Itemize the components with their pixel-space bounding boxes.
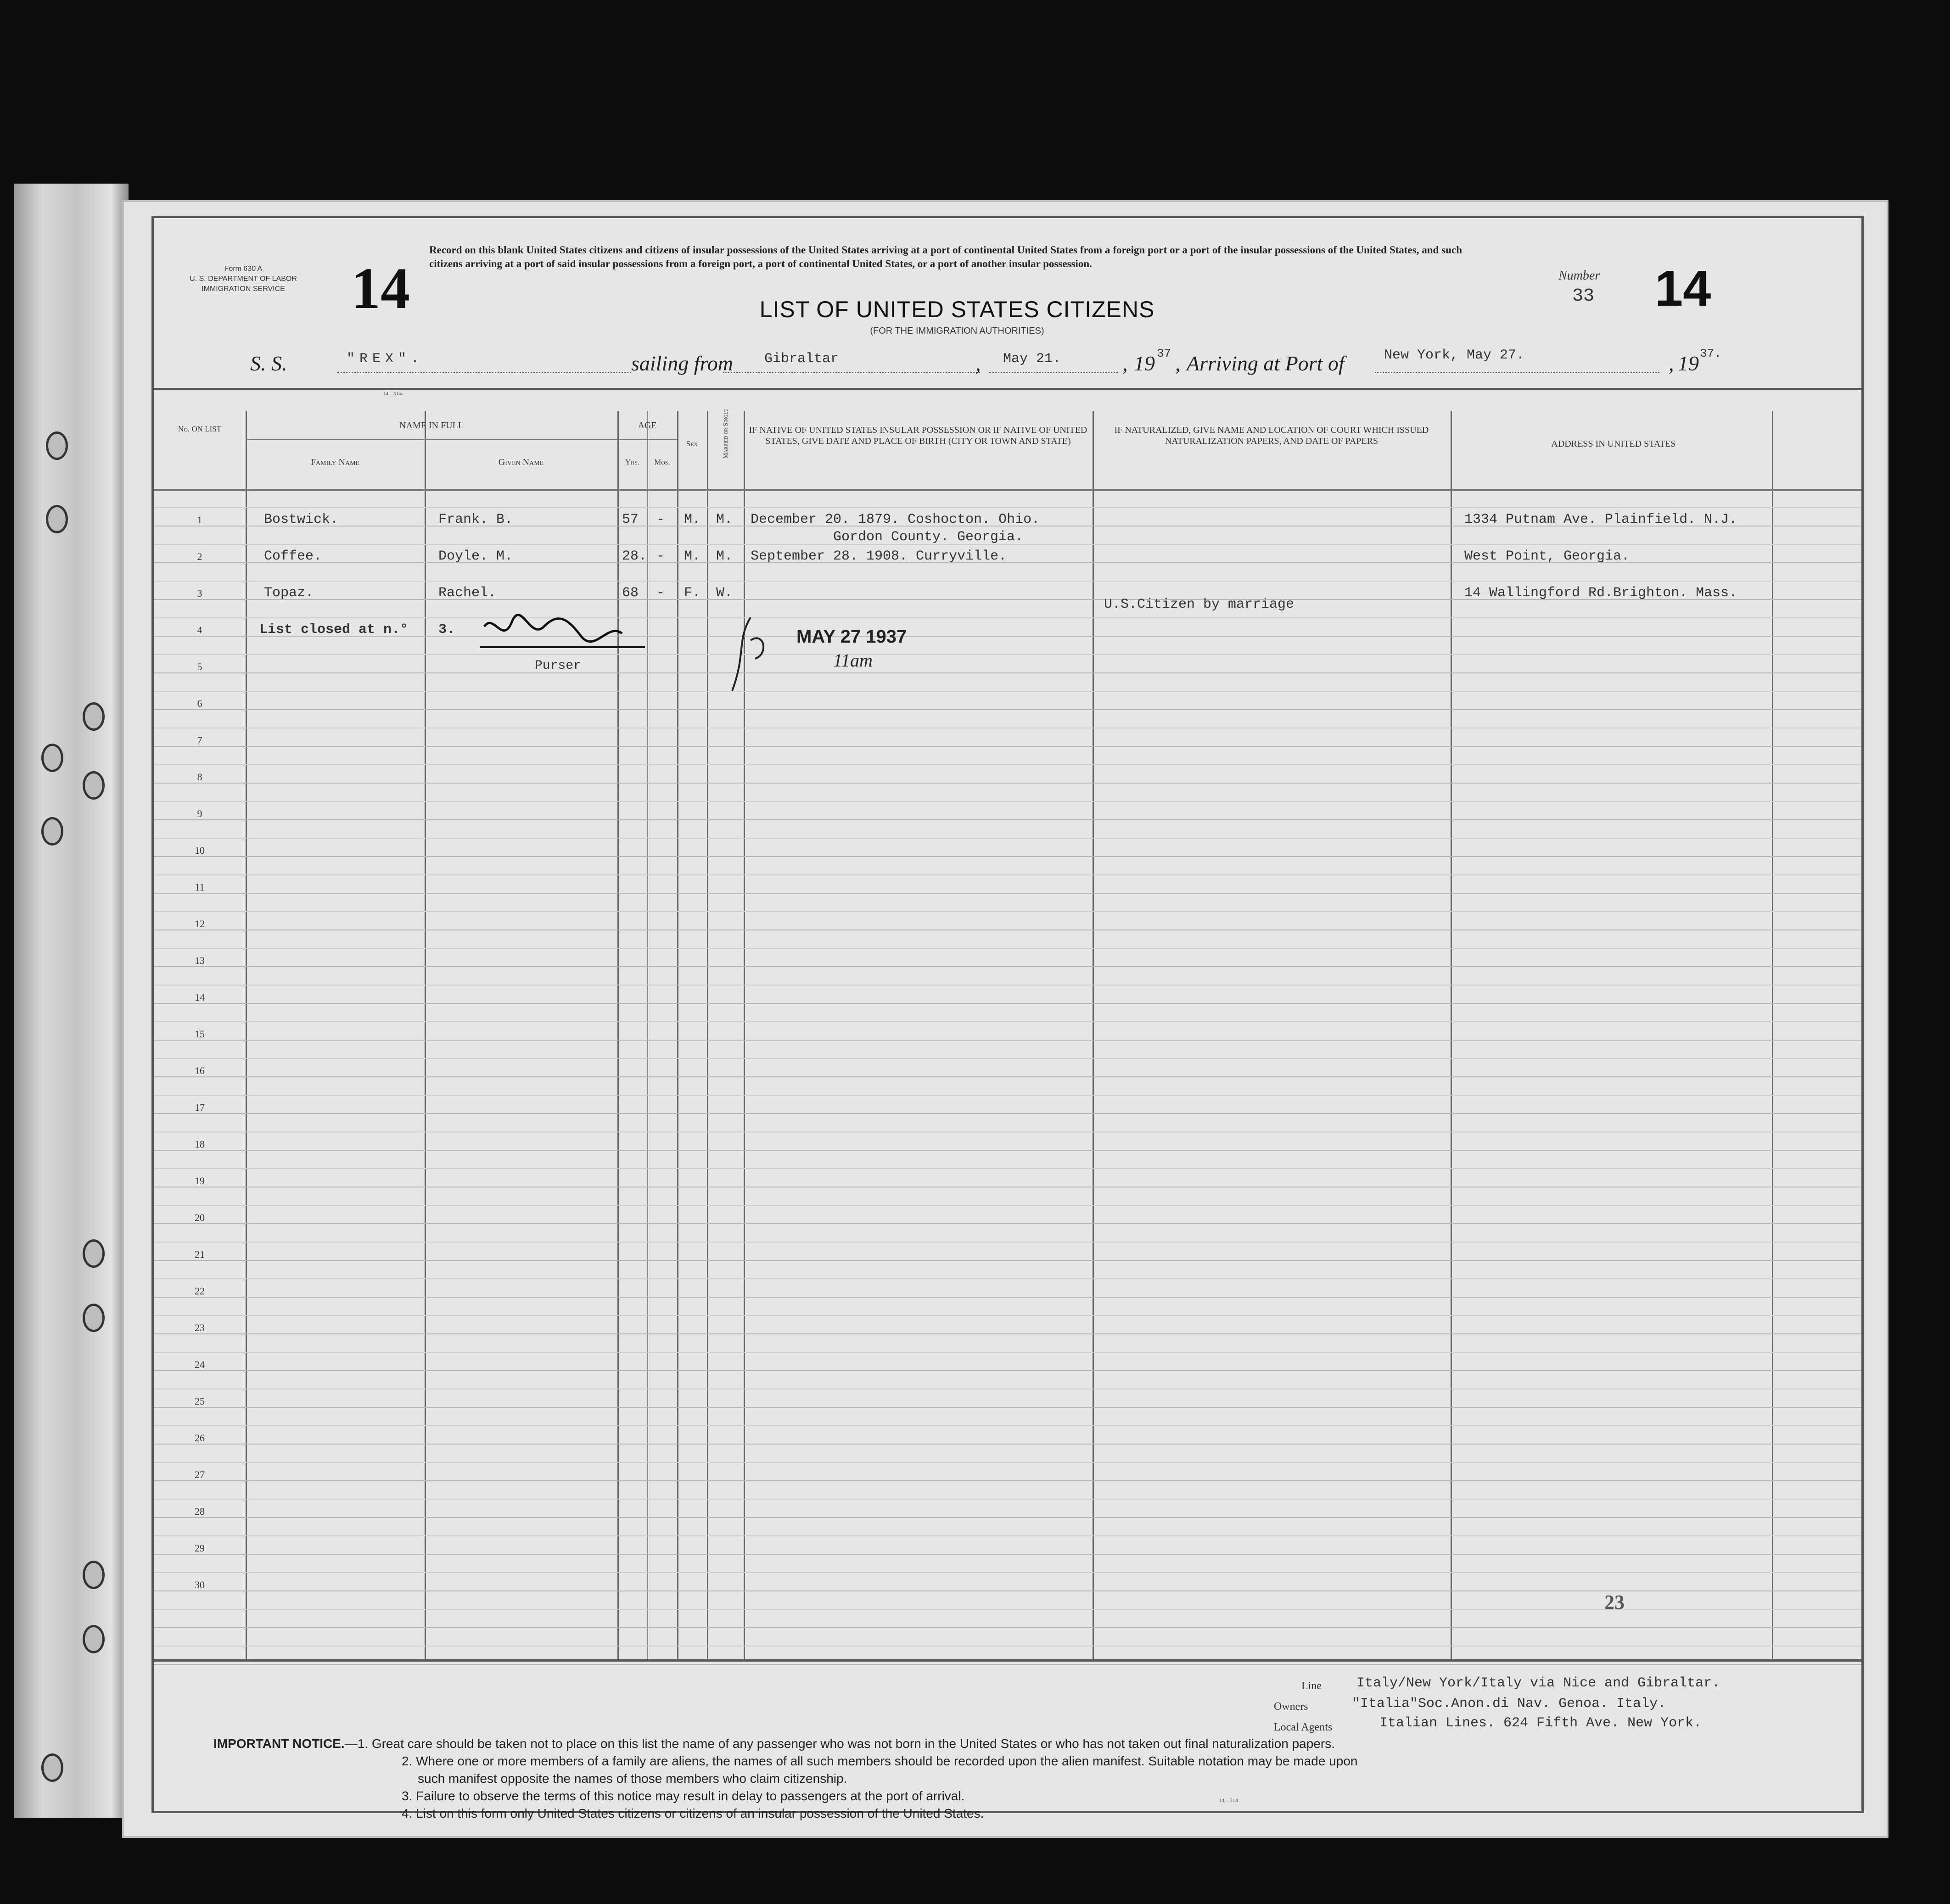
row-subrule: [154, 1352, 1861, 1353]
arrival-date-stamp: MAY 27 1937: [796, 627, 907, 647]
row-number: 27: [195, 1469, 205, 1480]
row-rule: [154, 1333, 1861, 1334]
sailing-year: 37: [1157, 347, 1171, 360]
row-number: 14: [195, 991, 205, 1003]
form-identifier: [186, 264, 301, 294]
col-header-sex: Sex: [686, 439, 698, 448]
passenger-2-given: Doyle. M.: [438, 549, 513, 564]
arrival-port: New York, May 27.: [1384, 347, 1525, 363]
row-rule: [154, 1260, 1861, 1261]
row-rule: [154, 1627, 1861, 1628]
passenger-3-mos: -: [656, 585, 665, 601]
page-number: 23: [1604, 1591, 1625, 1613]
service-name: IMMIGRATION SERVICE: [202, 285, 285, 293]
row-number: 13: [195, 955, 205, 966]
passenger-1-marital: M.: [716, 512, 733, 527]
row-rule: [154, 893, 1861, 894]
passenger-2-sex: M.: [684, 549, 701, 564]
passenger-1-family: Bostwick.: [264, 512, 339, 527]
punch-hole: [46, 431, 68, 460]
punch-hole: [83, 771, 105, 800]
col-header-age: AGE: [638, 420, 657, 431]
punch-hole: [41, 744, 63, 772]
row-subrule: [154, 1131, 1861, 1132]
row-subrule: [154, 985, 1861, 986]
row-rule: [154, 746, 1861, 747]
row-number: 29: [195, 1542, 205, 1554]
row-subrule: [154, 1242, 1861, 1243]
col-header-mos: Mos.: [654, 458, 670, 466]
row-subrule: [154, 617, 1861, 618]
year-prefix: 19: [1134, 352, 1155, 375]
agents-value: Italian Lines. 624 Fifth Ave. New York.: [1379, 1715, 1702, 1731]
row-subrule: [154, 1278, 1861, 1279]
punch-hole: [83, 702, 105, 731]
row-subrule: [154, 911, 1861, 912]
row-subrule: [154, 1205, 1861, 1206]
arrival-year-prefix: 19: [1678, 352, 1699, 375]
notice-item-1: —1. Great care should be taken not to place on this list the name of any passenger who was not born in the United States or who has not taken out final naturalization papers.: [344, 1736, 1335, 1751]
row-number: 26: [195, 1432, 205, 1444]
row-number: 24: [195, 1359, 205, 1370]
owners-value: "Italia"Soc.Anon.di Nav. Genoa. Italy.: [1352, 1696, 1666, 1712]
row-rule: [154, 1664, 1861, 1665]
agents-label: Local Agents: [1274, 1721, 1333, 1733]
row-number: 23: [195, 1322, 205, 1333]
row-subrule: [154, 1572, 1861, 1573]
row-number: 16: [195, 1065, 205, 1076]
col-header-yrs: Yrs.: [625, 458, 640, 466]
ss-label: S. S.: [250, 352, 287, 375]
row-number: 9: [197, 808, 202, 819]
notice-item-2a: 2. Where one or more members of a family are aliens, the names of all such members should be recorded upon the alien manifest. Suitable notation may be made upon: [402, 1754, 1358, 1768]
punch-hole: [41, 817, 63, 846]
row-number: 12: [195, 918, 205, 930]
list-number-left: 14: [351, 256, 410, 321]
row-rule: [154, 1150, 1861, 1151]
col-header-name: NAME IN FULL: [399, 420, 464, 431]
punch-hole: [41, 1753, 63, 1782]
sailing-date: May 21.: [1003, 351, 1061, 367]
bottom-code: 14—314: [1219, 1797, 1238, 1803]
passenger-2-birth: September 28. 1908. Curryville.: [751, 549, 1007, 564]
row-subrule: [154, 654, 1861, 655]
row-subrule: [154, 691, 1861, 692]
record-notice: Record on this blank United States citizens and citizens of insular possessions of the United States arriving at a port of continental United States from a foreign port or a port of the insular possessions of the United States, and such citizens arriving at a port of said insular possessions from a foreign port, a port of continental United States, or a port of another insular possession.: [429, 244, 1462, 269]
passenger-3-naturalized: U.S.Citizen by marriage: [1104, 597, 1294, 612]
row-rule: [154, 819, 1861, 820]
row-number: 17: [195, 1102, 205, 1113]
stamp-time-note: 11am: [833, 650, 873, 671]
arriving-label: Arriving at Port of: [1187, 352, 1345, 375]
row-number: 28: [195, 1506, 205, 1517]
row-rule: [154, 1370, 1861, 1371]
printer-code: 14—314a: [383, 391, 403, 397]
row-subrule: [154, 1425, 1861, 1426]
col-header-given-name: Given Name: [498, 457, 544, 467]
row-rule: [154, 1297, 1861, 1298]
row-number: 5: [197, 661, 202, 672]
row-rule: [154, 709, 1861, 710]
row-rule: [154, 1113, 1861, 1114]
row-number: 4: [197, 624, 202, 636]
col-header-birth: IF NATIVE OF UNITED STATES INSULAR POSSESSION OR IF NATIVE OF UNITED STATES, GIVE DATE AND PLACE OF BIRTH (CITY OR TOWN AND STATE): [749, 425, 1087, 446]
row-number: 21: [195, 1249, 205, 1260]
row-number: 30: [195, 1579, 205, 1590]
row-number: 3: [197, 588, 202, 599]
notice-item-4: 4. List on this form only United States citizens or citizens of an insular possession of the United States.: [402, 1806, 984, 1820]
citizens-list-form: Form 630 A U. S. DEPARTMENT OF LABOR IMMIGRATION SERVICE 14 Record on this blank United States citizens and citizens of insular possessions of the United States arriving at a port of continental United States from a foreign port or a port of the insular possessions of the United States, and such citizens arriving at a port of said insular possessions from a foreign port, a port of continental United States, or a port of another insular possession. LIST OF UNITED STATES CITIZENS (FOR THE IMMIGRATION AUTHORITIES) Number 33 14 S. S. "REX". sailing from Gibraltar , May 21. , 19 37 , Arriving at Port of New York, May 27. , 19 37. 14—314a No. ON LIST NAME IN FULL Family Name Given Name AGE Yrs. Mos. Sex Married or Single IF NATIVE OF UNITED STATES INSULAR POSSESSION OR IF NATIVE OF UNITED STATES, GIVE DATE AND PLACE OF BIRTH (CITY OR TOWN AND STATE) IF NATURALIZED, GIVE NAME AND LOCATION OF COURT WHICH ISSUED NATURALIZATION PAPERS, AND DATE OF PAPERS ADDRESS IN UNITED STATES 1 2 3 4 5 6 7 8 9 10 11 12 13 14 15 16 17 18 19 20 21 22 23 24 25 26 27 28 29 30 Bostwick. Frank. B. 57 - M. M. December 20. 1879. Coshocton. Ohio. 1334 Putnam Ave. Plainfield. N.J. Gordon County. Georgia. Coffee. Doyle. M. 28. - M. M. September 28. 1908. Curryville. West Point, Georgia. Topaz. Rachel. 68 - F. W. U.S.Citizen by marriage 14 Wallingford Rd.Brighton. Mass. List closed at n.° 3. Purser MAY 27 1937 11am 23 Line Italy/New York/Italy via Nice and Gibraltar. Owners "Italia"Soc.Anon.di Nav. Genoa. Italy. Local Agents Italian Lines. 624 Fifth Ave. New York. IMPORTANT NOTICE.—1. Great care should be taken not to place on this list the name of any passenger who was not born in the United States or who has not taken out final naturalization papers. 2. Where one or more members of a family are aliens, the names of all such members should be recorded upon the alien manifest. Suitable notation may be made upon such manifest opposite the names of those members who claim citizenship. 3. Failure to observe the terms of this notice may result in delay to passengers at the port of arrival. 4. List on this form only United States citizens or citizens of an insular possession of the United States. 14—314: [151, 216, 1864, 1813]
row-number: 20: [195, 1212, 205, 1223]
form-number: Form 630 A: [224, 265, 263, 273]
row-rule: [154, 856, 1861, 857]
row-subrule: [154, 838, 1861, 839]
passenger-1-mos: -: [656, 512, 665, 527]
important-notice: [213, 1735, 1820, 1822]
row-number: 25: [195, 1395, 205, 1407]
row-subrule: [154, 874, 1861, 875]
row-subrule: [154, 1095, 1861, 1096]
col-header-naturalized: IF NATURALIZED, GIVE NAME AND LOCATION OF COURT WHICH ISSUED NATURALIZATION PAPERS, AND DATE OF PAPERS: [1114, 425, 1429, 446]
punch-hole: [83, 1625, 105, 1653]
row-subrule: [154, 1021, 1861, 1022]
row-number: 19: [195, 1175, 205, 1187]
passenger-2-address: West Point, Georgia.: [1464, 549, 1630, 564]
row-rule: [154, 1517, 1861, 1518]
notice-item-3: 3. Failure to observe the terms of this notice may result in delay to passengers at the port of arrival.: [402, 1789, 965, 1803]
row-subrule: [154, 764, 1861, 765]
row-number: 22: [195, 1285, 205, 1297]
passenger-3-marital: W.: [716, 585, 733, 601]
sailing-port: Gibraltar: [764, 351, 839, 367]
row-subrule: [154, 1315, 1861, 1316]
col-header-married: Married or Single: [723, 409, 729, 459]
passenger-1-sex: M.: [684, 512, 701, 527]
col-header-no: No. ON LIST: [178, 425, 222, 433]
number-corrected: 14: [1655, 260, 1711, 317]
binder-strip: [14, 184, 129, 1818]
passenger-1-address: 1334 Putnam Ave. Plainfield. N.J.: [1464, 512, 1737, 527]
row-subrule: [154, 581, 1861, 582]
inspector-initial: [718, 613, 783, 695]
row-rule: [154, 966, 1861, 967]
passenger-3-sex: F.: [684, 585, 701, 601]
row-rule: [154, 1040, 1861, 1041]
row-subrule: [154, 507, 1861, 508]
passenger-3-yrs: 68: [622, 585, 639, 601]
passenger-table: [154, 411, 1861, 1659]
row-number: 6: [197, 698, 202, 709]
list-closed-count: 3.: [438, 622, 455, 638]
row-subrule: [154, 1462, 1861, 1463]
row-rule: [154, 1480, 1861, 1481]
row-number: 10: [195, 845, 205, 856]
owners-label: Owners: [1274, 1701, 1308, 1713]
row-number: 8: [197, 771, 202, 783]
row-subrule: [154, 801, 1861, 802]
row-number: 1: [197, 514, 202, 526]
col-header-address: ADDRESS IN UNITED STATES: [1551, 439, 1676, 449]
row-rule: [154, 636, 1861, 637]
col-header-family-name: Family Name: [310, 457, 360, 467]
notice-item-2b: such manifest opposite the names of those members who claim citizenship.: [418, 1771, 847, 1786]
passenger-3-given: Rachel.: [438, 585, 497, 601]
passenger-2-yrs: 28.: [622, 549, 647, 564]
row-rule: [154, 1554, 1861, 1555]
row-rule: [154, 1076, 1861, 1077]
list-closed-text: List closed at n.°: [259, 622, 409, 638]
punch-hole: [83, 1304, 105, 1332]
row-rule: [154, 1003, 1861, 1004]
form-subtitle: (FOR THE IMMIGRATION AUTHORITIES): [870, 326, 1044, 336]
sailing-from-label: sailing from: [631, 352, 733, 375]
passenger-3-address: 14 Wallingford Rd.Brighton. Mass.: [1464, 585, 1737, 601]
passenger-1-birth: December 20. 1879. Coshocton. Ohio.: [751, 512, 1040, 527]
row-rule: [154, 672, 1861, 673]
punch-hole: [83, 1561, 105, 1589]
row-number: 11: [195, 881, 205, 893]
punch-hole: [83, 1239, 105, 1268]
row-subrule: [154, 1058, 1861, 1059]
row-subrule: [154, 1168, 1861, 1169]
passenger-2-birth-extra: Gordon County. Georgia.: [833, 529, 1024, 545]
purser-label: Purser: [535, 659, 581, 673]
row-rule: [154, 783, 1861, 784]
row-rule: [154, 1223, 1861, 1224]
row-subrule: [154, 1499, 1861, 1500]
line-label: Line: [1301, 1680, 1322, 1692]
line-value: Italy/New York/Italy via Nice and Gibraltar.: [1356, 1675, 1720, 1691]
row-rule: [154, 1444, 1861, 1445]
passenger-2-family: Coffee.: [264, 549, 322, 564]
manifest-page: [124, 202, 1887, 1836]
row-number: 18: [195, 1138, 205, 1150]
passenger-2-mos: -: [656, 549, 665, 564]
purser-signature: [475, 608, 650, 659]
punch-hole: [46, 505, 68, 533]
ship-name: "REX".: [347, 351, 424, 367]
passenger-3-family: Topaz.: [264, 585, 314, 601]
row-rule: [154, 1407, 1861, 1408]
row-number: 2: [197, 551, 202, 562]
form-title: LIST OF UNITED STATES CITIZENS: [759, 297, 1155, 322]
passenger-2-marital: M.: [716, 549, 733, 564]
row-number: 7: [197, 734, 202, 746]
row-subrule: [154, 1535, 1861, 1536]
row-number: 15: [195, 1028, 205, 1040]
notice-label: IMPORTANT NOTICE.: [213, 1736, 345, 1751]
passenger-1-given: Frank. B.: [438, 512, 513, 527]
arrival-year: 37.: [1700, 347, 1721, 360]
passenger-1-yrs: 57: [622, 512, 639, 527]
number-label: Number: [1558, 269, 1600, 283]
row-subrule: [154, 948, 1861, 949]
department-name: U. S. DEPARTMENT OF LABOR: [190, 275, 297, 283]
number-value: 33: [1572, 286, 1595, 307]
